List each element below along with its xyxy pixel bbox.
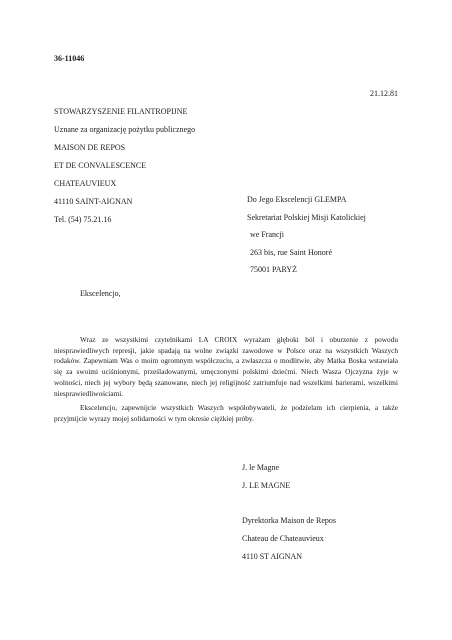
sender-phone: Tel. (54) 75.21.16 (54, 215, 112, 224)
signer-city: 4110 ST AIGNAN (242, 552, 303, 561)
letter-date: 21.12.81 (370, 89, 398, 98)
signer-address-block (242, 516, 336, 570)
typed-signature: J. LE MAGNE (242, 481, 291, 490)
sender-organization: STOWARZYSZENIE FILANTROPIJNE (54, 107, 188, 116)
recipient-address-block (247, 195, 366, 283)
recipient-country: we Francji (250, 230, 284, 240)
sender-name-line-2: ET DE CONVALESCENCE (54, 161, 147, 170)
letter-body (54, 335, 398, 429)
recipient-name: Do Jego Ekscelencji GLEMPA (247, 195, 347, 204)
salutation: Ekscelencjo, (80, 289, 121, 298)
signer-title: Dyrektorka Maison de Repos (242, 516, 336, 525)
recipient-office: Sekretariat Polskiej Misji Katolickiej (247, 212, 366, 222)
sender-name-line-1: MAISON DE REPOS (54, 143, 126, 152)
sender-status: Uznane za organizację pożytku publicznego (54, 125, 196, 134)
sender-address-block (54, 107, 195, 233)
recipient-postal-city: 75001 PARYŻ (250, 265, 298, 275)
body-paragraph-2: Ekscelencjo, zapewnijcie wszystkich Waszych współobywateli, że podzielam ich cierpienia, a także przyjmijcie wyrazy mojej solidarności w tym okresie ciężkiej próby. (54, 403, 398, 423)
sender-postal-city: 41110 SAINT-AIGNAN (54, 197, 133, 206)
reference-number: 36-11046 (54, 54, 85, 63)
handwritten-signature: J. le Magne (242, 463, 280, 472)
signer-place: Chateau de Chateauvieux (242, 534, 324, 543)
sender-place: CHATEAUVIEUX (54, 179, 117, 188)
recipient-street: 263 bis, rue Saint Honoré (250, 247, 332, 257)
signature-block (242, 463, 290, 499)
body-paragraph-1: Wraz ze wszystkimi czytelnikami LA CROIX wyrażam głęboki ból i oburzenie z powodu niesprawiedliwych represji, jakie spadają na wolne związki zawodowe w Polsce oraz na wszystkich Waszych rodaków. Zapewniam Was o moim ogromnym współczuciu, a zwłaszcza o modlitwie, aby Matka Boska wstawiała się za swoimi uciśnionymi, prześladowanymi, umęczonymi polskimi dziećmi. Niech Wasza Ojczyzna żyje w wolności, niech jej wybory będą szanowane, niech jej religijność zatriumfuje nad wszelkimi barierami, wszelkimi niesprawiedliwościami. (54, 335, 398, 398)
